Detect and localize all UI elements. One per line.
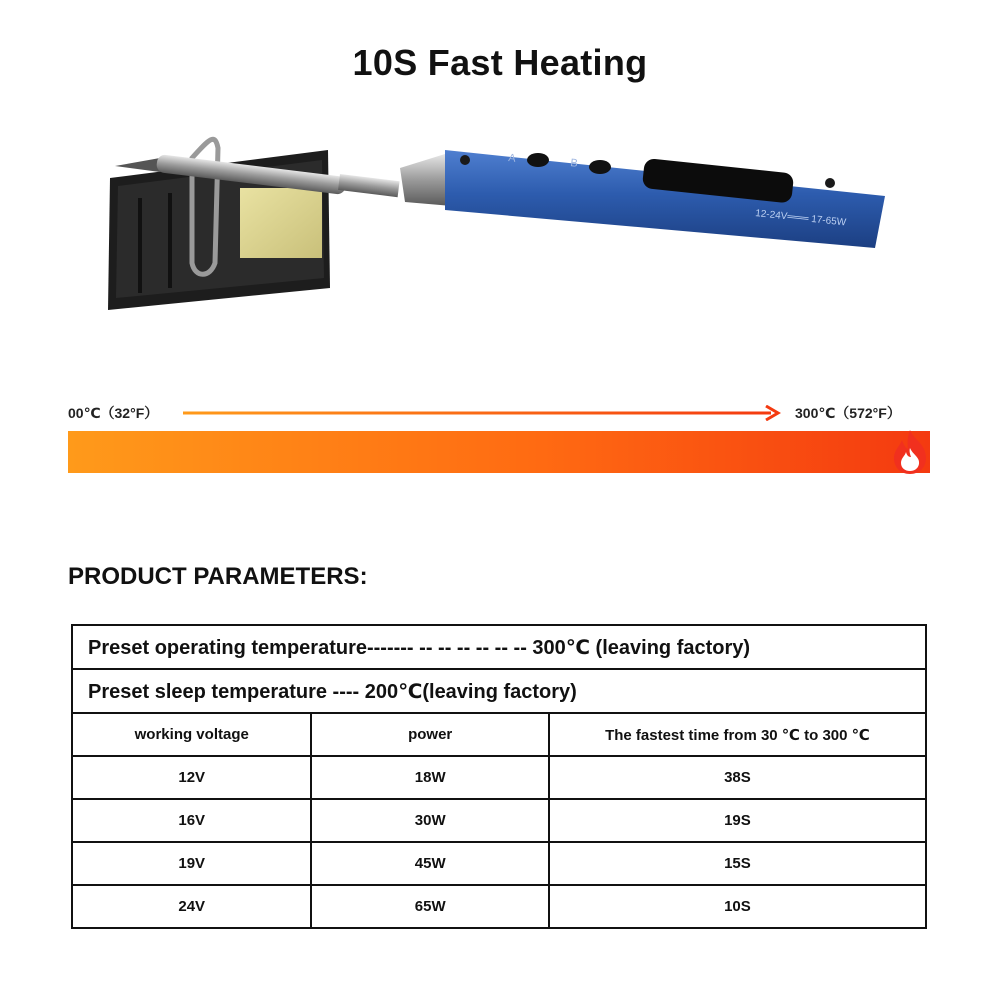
header-working-voltage: working voltage bbox=[72, 713, 311, 756]
button-a-label: A bbox=[507, 152, 517, 165]
voltage-cell: 24V bbox=[72, 885, 311, 928]
flame-icon bbox=[888, 428, 932, 476]
voltage-cell: 16V bbox=[72, 799, 311, 842]
page-title: 10S Fast Heating bbox=[352, 42, 648, 83]
iron-neck bbox=[400, 154, 452, 206]
time-cell: 15S bbox=[549, 842, 926, 885]
table-row bbox=[72, 799, 926, 842]
time-cell: 19S bbox=[549, 799, 926, 842]
power-cell: 30W bbox=[311, 799, 548, 842]
voltage-cell: 12V bbox=[72, 756, 311, 799]
start-temperature-label: 00℃（32°F） bbox=[68, 405, 159, 421]
table-row bbox=[72, 756, 926, 799]
table-row bbox=[72, 885, 926, 928]
preset-sleep-temperature: Preset sleep temperature ---- 200℃(leaving factory) bbox=[72, 669, 926, 713]
parameters-table bbox=[71, 624, 927, 929]
preset-operating-temperature: Preset operating temperature------- -- -- -- -- -- -- 300℃ (leaving factory) bbox=[72, 625, 926, 669]
table-row bbox=[72, 842, 926, 885]
time-cell: 38S bbox=[549, 756, 926, 799]
heating-arrow-icon bbox=[183, 405, 783, 421]
iron-handle bbox=[445, 150, 885, 248]
button-a[interactable] bbox=[527, 153, 549, 167]
header-fastest-time: The fastest time from 30 ℃ to 300 ℃ bbox=[549, 713, 926, 756]
header-power: power bbox=[311, 713, 548, 756]
heating-gradient-bar bbox=[68, 431, 930, 473]
soldering-iron-product-image bbox=[100, 128, 900, 318]
power-spec-label: 12-24V═══ 17-65W bbox=[754, 208, 847, 229]
voltage-cell: 19V bbox=[72, 842, 311, 885]
power-cell: 65W bbox=[311, 885, 548, 928]
power-cell: 45W bbox=[311, 842, 548, 885]
cleaning-sponge bbox=[240, 188, 322, 258]
end-temperature-label: 300℃（572°F） bbox=[795, 405, 901, 421]
power-cell: 18W bbox=[311, 756, 548, 799]
button-b-label: B bbox=[569, 157, 579, 170]
section-heading: PRODUCT PARAMETERS: bbox=[68, 563, 368, 590]
button-b[interactable] bbox=[589, 160, 611, 174]
time-cell: 10S bbox=[549, 885, 926, 928]
